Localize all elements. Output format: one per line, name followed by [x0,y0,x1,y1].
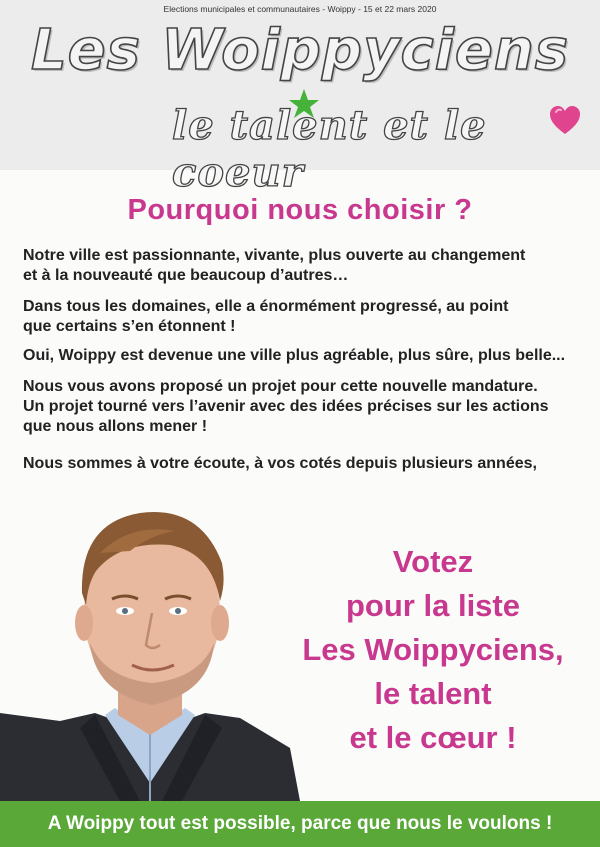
paragraph-line: que nous allons mener ! [23,418,208,435]
paragraph-line: Nous sommes à votre écoute, à vos cotés depuis plusieurs années, [23,455,537,472]
header-banner [0,0,600,196]
paragraph-5 [23,454,583,474]
vote-line: Les Woippyciens, [302,632,564,667]
page-title: Pourquoi nous choisir ? [127,194,473,226]
heart-icon [548,104,582,138]
candidate-portrait [0,483,300,801]
paragraph-line: Un projet tourné vers l’avenir avec des idées précises sur les actions [23,398,549,415]
vote-line: le talent [374,676,492,711]
election-subtitle: Elections municipales et communautaires - Woippy - 15 et 22 mars 2020 [163,4,437,14]
paragraph-line: que certains s’en étonnent ! [23,318,236,335]
vote-line: pour la liste [346,588,520,623]
brand-name: Les Woippyciens [30,18,570,83]
vote-line: et le cœur ! [349,720,517,755]
vote-message [268,540,598,760]
paragraph-line: Oui, Woippy est devenue une ville plus agréable, plus sûre, plus belle... [23,347,566,364]
paragraph-line: Dans tous les domaines, elle a énormément progressé, au point [23,298,509,315]
paragraph-line: Nous vous avons proposé un projet pour cette nouvelle mandature. [23,378,538,395]
paragraph-line: et à la nouveauté que beaucoup d’autres… [23,267,349,284]
paragraph-line: Notre ville est passionnante, vivante, plus ouverte au changement [23,247,526,264]
footer-slogan: A Woippy tout est possible, parce que nous le voulons ! [47,813,553,834]
paragraph-3 [23,346,583,366]
paragraph-1 [23,246,583,286]
tagline: le talent et le coeur [172,102,487,196]
vote-line: Votez [392,544,474,579]
paragraph-4 [23,377,583,437]
footer-banner [0,801,600,847]
paragraph-2 [23,297,583,337]
